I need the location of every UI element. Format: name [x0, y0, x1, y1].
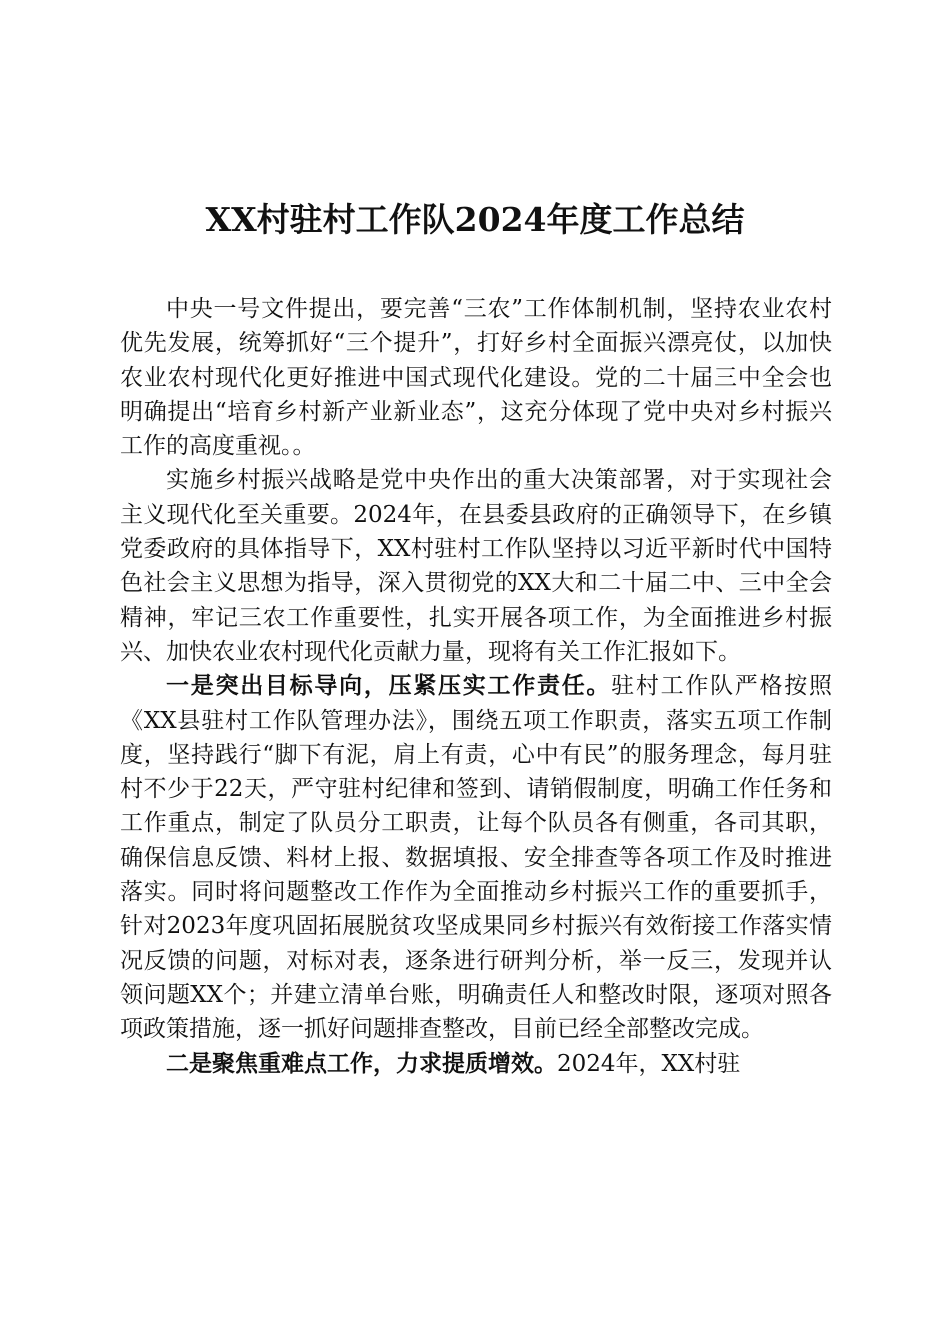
document-title: XX村驻村工作队2024年度工作总结 [205, 200, 745, 239]
paragraph-text: 中央一号文件提出，要完善“三农”工作体制机制，坚持农业农村优先发展，统筹抓好“三个提升”，打好乡村全面振兴漂亮仗，以加快农业农村现代化更好推进中国式现代化建设。党的二十届三中全会也明确提出“培育乡村新产业新业态”，这充分体现了党中央对乡村振兴工作的高度重视。。 [120, 296, 832, 460]
paragraph-text: 实施乡村振兴战略是党中央作出的重大决策部署，对于实现社会主义现代化至关重要。2024年，在县委县政府的正确领导下，在乡镇党委政府的具体指导下，XX村驻村工作队坚持以习近平新时代中国特色社会主义思想为指导，深入贯彻党的XX大和二十届二中、三中全会精神，牢记三农工作重要性，扎实开展各项工作，为全面推进乡村振兴、加快农业农村现代化贡献力量，现将有关工作汇报如下。 [120, 467, 832, 665]
paragraph-lead: 二是聚焦重难点工作，力求提质增效。 [166, 1049, 557, 1077]
paragraph-intro [120, 292, 832, 463]
paragraph-text: 2024年，XX村驻 [557, 1050, 741, 1077]
document-body [120, 292, 832, 1081]
paragraph-lead: 一是突出目标导向，压紧压实工作责任。 [166, 672, 612, 700]
paragraph-overview [120, 463, 832, 669]
paragraph-text: 驻村工作队严格按照《XX县驻村工作队管理办法》，围绕五项工作职责，落实五项工作制度，坚持践行“脚下有泥，肩上有责，心中有民”的服务理念，每月驻村不少于22天，严守驻村纪律和签到、请销假制度，明确工作任务和工作重点，制定了队员分工职责，让每个队员各有侧重，各司其职，确保信息反馈、料材上报、数据填报、安全排查等各项工作及时推进落实。同时将问题整改工作作为全面推动乡村振兴工作的重要抓手，针对2023年度巩固拓展脱贫攻坚成果同乡村振兴有效衔接工作落实情况反馈的问题，对标对表，逐条进行研判分析，举一反三，发现并认领问题XX个；并建立清单台账，明确责任人和整改时限，逐项对照各项政策措施，逐一抓好问题排查整改，目前已经全部整改完成。 [120, 673, 833, 1043]
paragraph-section-2 [120, 1047, 832, 1081]
paragraph-section-1 [120, 669, 832, 1046]
